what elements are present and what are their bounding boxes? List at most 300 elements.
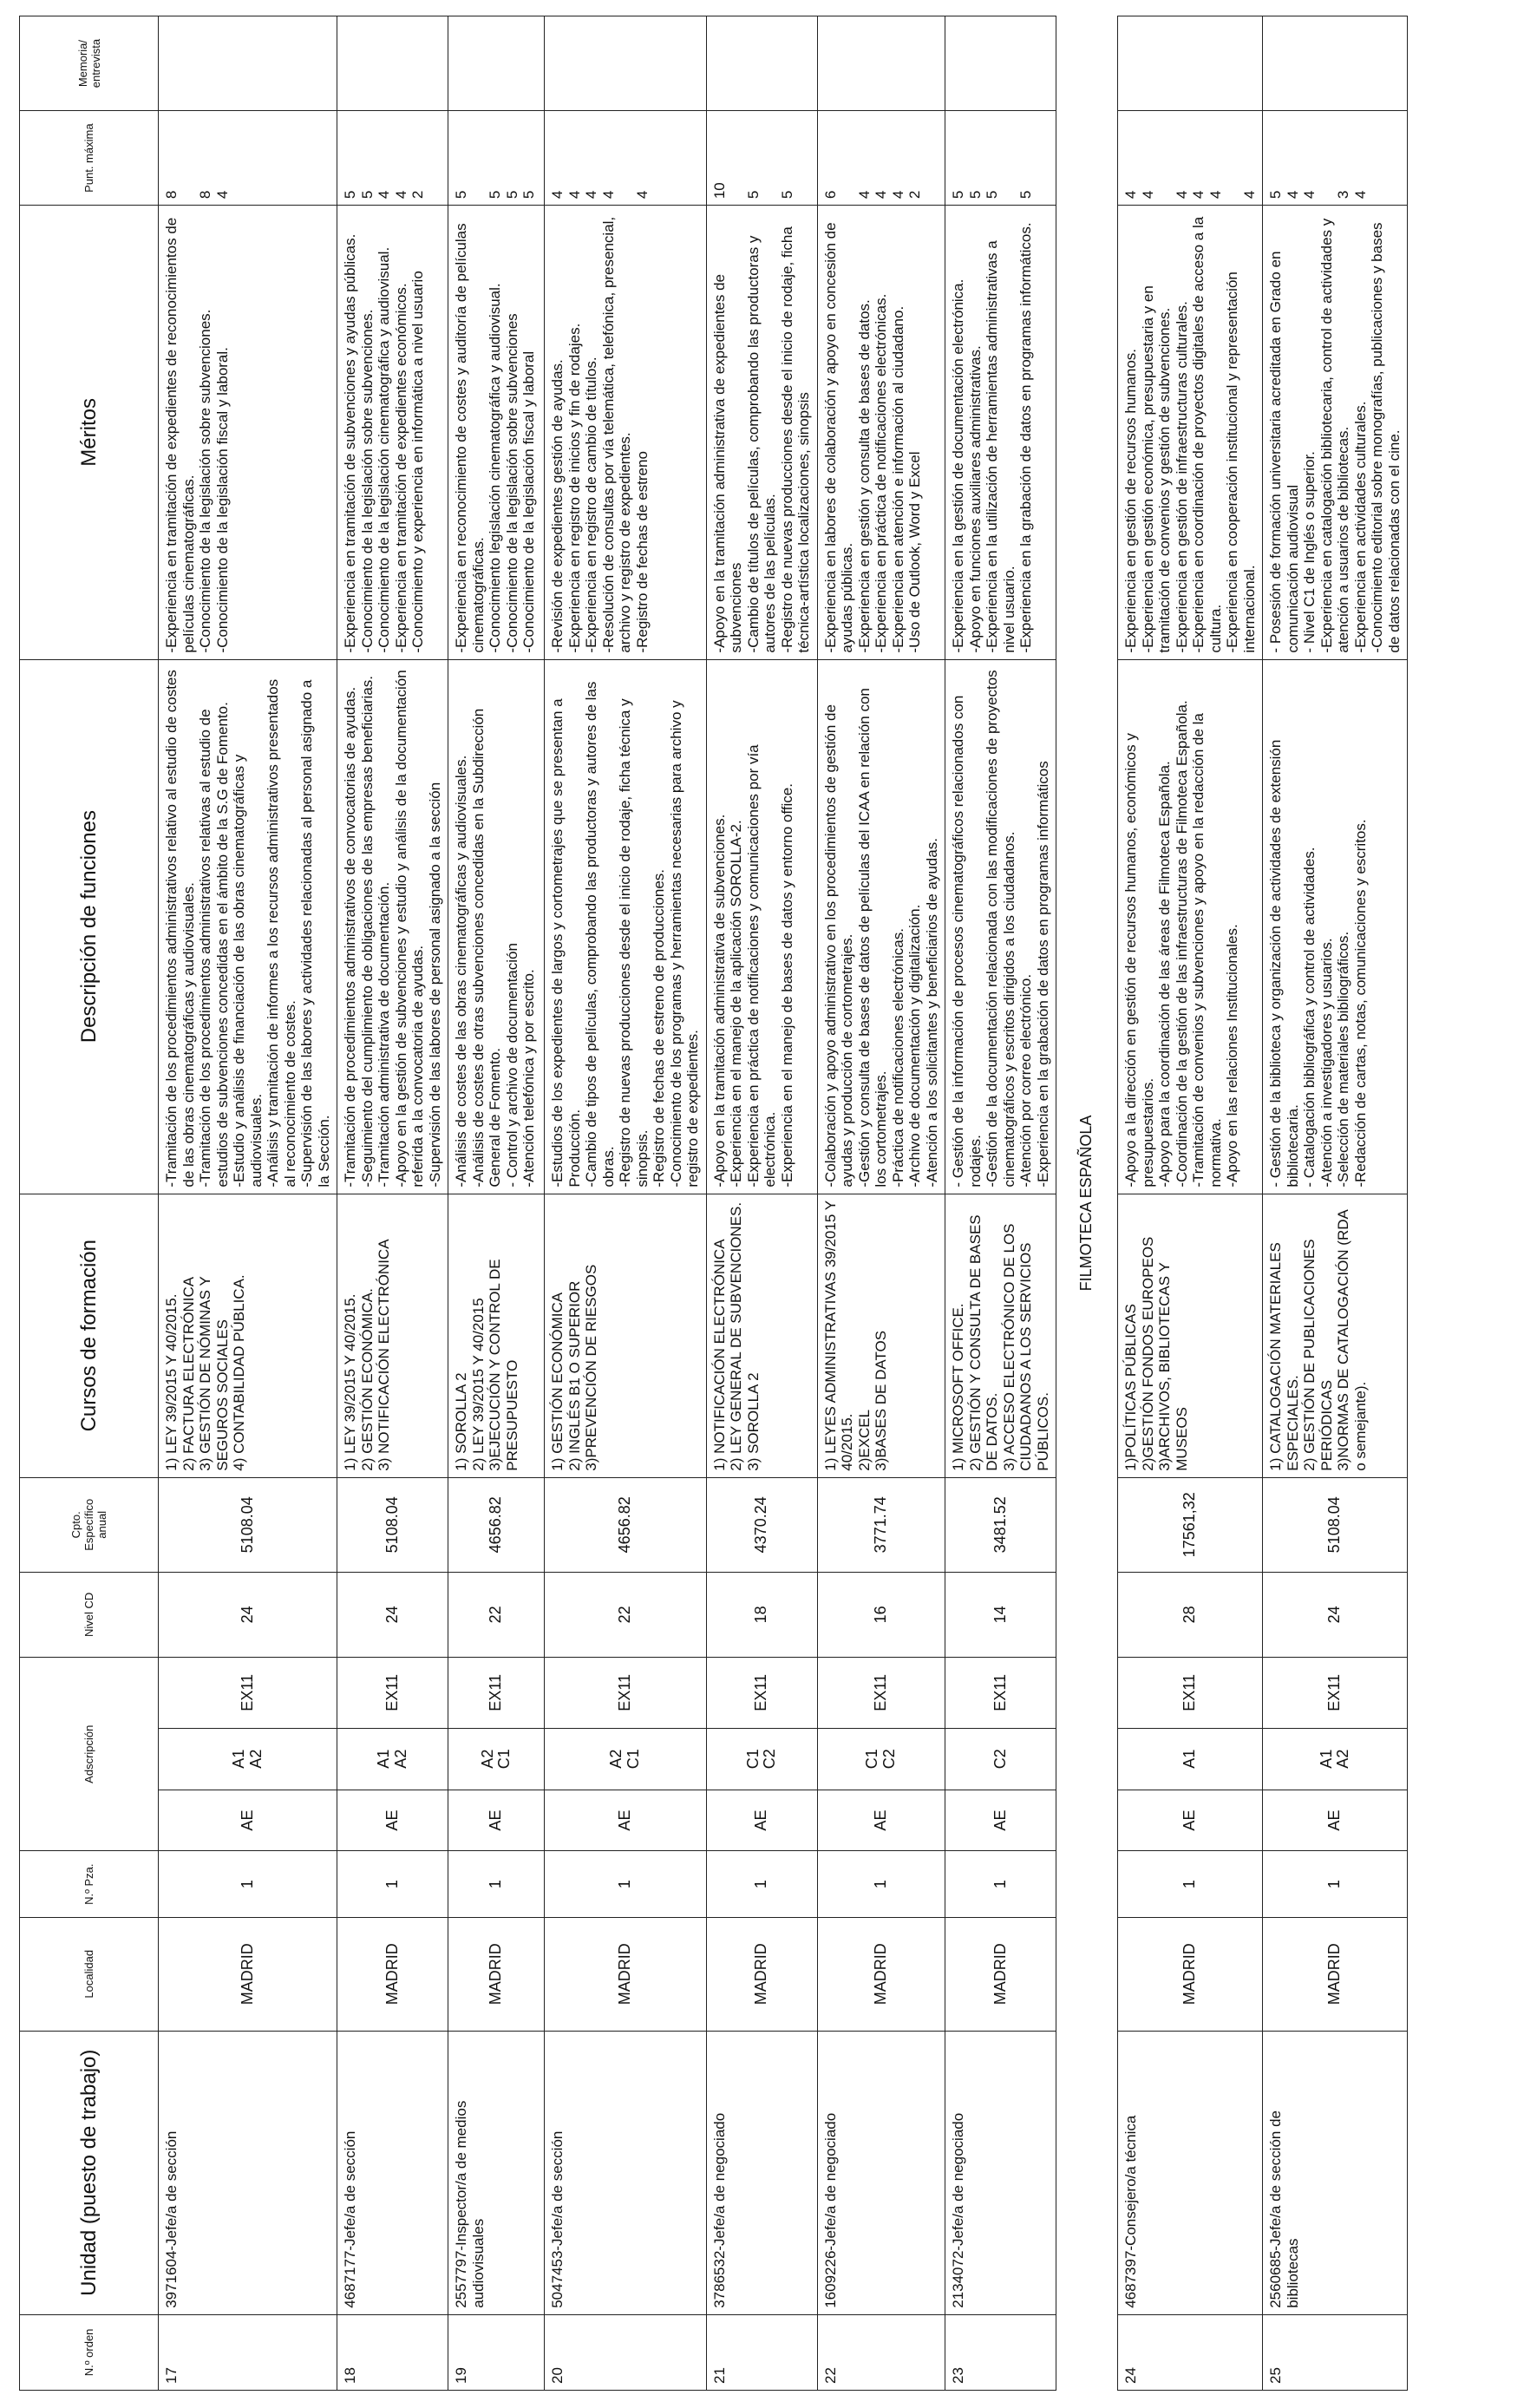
cursos-cell — [945, 1194, 1056, 1477]
puntuacion-cell — [337, 111, 448, 206]
orden-cell: 19 — [448, 2314, 545, 2390]
list-item: -Experiencia en coordinación de proyectos digitales de acceso a la cultura. — [1190, 216, 1224, 653]
list-item: 5 — [358, 190, 376, 200]
cursos-cell — [1263, 1194, 1408, 1477]
funciones-cell — [817, 659, 945, 1194]
funciones-cell — [1118, 659, 1263, 1194]
adm-cell: AE — [706, 1790, 817, 1851]
header-puntuacion: Punt. máxima — [20, 111, 159, 206]
funciones-cell — [545, 659, 707, 1194]
list-item: 4 — [1301, 190, 1318, 200]
list-item: -Apoyo en las relaciones Institucionales. — [1224, 924, 1240, 1188]
list-item: 5 — [342, 190, 358, 200]
list-item: -Registro de nuevas producciones desde el inicio de rodaje, ficha técnica-artística localizaciones, sinopsis — [778, 226, 812, 653]
list-item: 8 — [197, 190, 213, 200]
header-cursos: Cursos de formación — [20, 1194, 159, 1477]
list-item: -Experiencia en la grabación de datos en programas informáticos. — [1017, 222, 1034, 653]
unidad-cell: 3786532-Jefe/a de negociado — [706, 2031, 817, 2314]
list-item: - Gestión de la información de procesos cinematográficos relacionados con rodajes. — [950, 695, 984, 1188]
memoria-cell — [159, 16, 337, 111]
list-item: 3) NOTIFICACIÓN ELECTRÓNICA — [376, 1239, 392, 1471]
orden-cell: 23 — [945, 2314, 1056, 2390]
complemento-cell: 3481.52 — [945, 1477, 1056, 1572]
localidad-cell: MADRID — [337, 1917, 448, 2031]
memoria-cell — [545, 16, 707, 111]
list-item: 5 — [520, 190, 537, 200]
list-item: -Experiencia en el manejo de la aplicación SOROLLA-2. — [728, 820, 744, 1188]
cursos-cell — [817, 1194, 945, 1477]
list-item: 4 — [566, 190, 583, 200]
list-item — [470, 117, 487, 199]
meritos-cell — [545, 206, 707, 659]
plazas-cell: 1 — [1118, 1851, 1263, 1917]
list-item: -Experiencia en gestión y consulta de bases de datos. — [855, 299, 873, 653]
list-item: -Resolución de consultas por vía telemática, telefónica, presencial, archivo y registro de expedientes. — [599, 216, 633, 653]
list-item: 1)POLÍTICAS PÚBLICAS — [1122, 1304, 1139, 1471]
list-item: -Apoyo en funciones auxiliares administrativas. — [966, 345, 984, 653]
plazas-cell: 1 — [545, 1851, 707, 1917]
list-item: -Conocimiento de la legislación sobre subvenciones. — [358, 309, 376, 653]
complemento-cell: 4656.82 — [545, 1477, 707, 1572]
list-item: -Conocimiento editorial sobre monografías, publicaciones y bases de datos relacionadas con el cine. — [1369, 222, 1403, 653]
list-item: -Experiencia en el manejo de bases de datos y entorno office. — [778, 783, 795, 1188]
list-item: -Gestión y consulta de bases de datos de películas del ICAA en relación con los cortometrajes. — [855, 688, 889, 1188]
list-item — [617, 117, 634, 199]
list-item: - Nivel C1 de Inglés o superior. — [1301, 451, 1318, 653]
list-item: 1) GESTIÓN ECONÓMICA — [549, 1292, 566, 1471]
orden-cell: 21 — [706, 2314, 817, 2390]
grupo-cell: C2 — [945, 1728, 1056, 1790]
grupo-cell: C1 C2 — [817, 1728, 945, 1790]
unidad-cell: 2134072-Jefe/a de negociado — [945, 2031, 1056, 2314]
list-item: 4 — [1122, 190, 1139, 200]
list-item: 2) LEY 39/2015 Y 40/2015 — [469, 1298, 487, 1471]
cuerpo-cell: EX11 — [448, 1657, 545, 1728]
puntuacion-cell — [706, 111, 817, 206]
header-nivel: Nivel CD — [20, 1572, 159, 1657]
orden-cell: 24 — [1118, 2314, 1263, 2390]
unidad-cell: 5047453-Jefe/a de sección — [545, 2031, 707, 2314]
list-item: -Experiencia en registro de cambio de títulos. — [583, 357, 599, 653]
list-item: 2)EXCEL — [855, 1409, 873, 1471]
list-item: -Experiencia en actividades culturales. — [1351, 401, 1369, 653]
list-item: 5 — [778, 190, 795, 200]
header-orden: N.º orden — [20, 2314, 159, 2390]
memoria-cell — [1263, 16, 1408, 111]
list-item: -Práctica de notificaciones electrónicas. — [889, 928, 906, 1188]
cursos-cell — [706, 1194, 817, 1477]
list-item — [762, 117, 779, 199]
list-item: -Experiencia en práctica de notificaciones y comunicaciones por vía electrónica. — [744, 744, 778, 1188]
list-item: -Experiencia en gestión económica, presupuestaria y en tramitación de convenios y gestión de subvenciones. — [1139, 285, 1173, 653]
list-item: -Experiencia en la gestión de documentación electrónica. — [950, 278, 966, 653]
list-item: 5 — [950, 190, 966, 200]
list-item: 4 — [1139, 190, 1156, 200]
puntuacion-cell — [545, 111, 707, 206]
grupo-cell: C1 C2 — [706, 1728, 817, 1790]
list-item: -Coordinación de la gestión de las infraestructuras de Filmoteca Española. — [1173, 700, 1190, 1188]
complemento-cell: 17561,32 — [1118, 1477, 1263, 1572]
list-item: -Archivo de documentación y digitalización. — [906, 904, 923, 1188]
list-item: -Supervisión de las labores de personal asignado a la sección — [426, 782, 443, 1188]
nivel-cell: 22 — [448, 1572, 545, 1657]
puntuacion-cell — [448, 111, 545, 206]
memoria-cell — [448, 16, 545, 111]
localidad-cell: MADRID — [159, 1917, 337, 2031]
list-item: 5 — [503, 190, 520, 200]
list-item — [839, 117, 856, 199]
list-item: 3 — [1335, 190, 1351, 200]
grupo-cell: A2 C1 — [448, 1728, 545, 1790]
cursos-cell — [545, 1194, 707, 1477]
list-item: -Tramitación administrativa de documentación. — [376, 881, 392, 1188]
unidad-cell: 2560685-Jefe/a de sección de bibliotecas — [1263, 2031, 1408, 2314]
list-item: 5 — [1267, 190, 1284, 200]
list-item: 10 — [710, 182, 728, 200]
list-item: 3)NORMAS DE CATALOGACIÓN (RDA o semejante). — [1335, 1210, 1369, 1471]
list-item — [180, 117, 198, 199]
meritos-cell — [945, 206, 1056, 659]
list-item — [728, 117, 745, 199]
table-row — [706, 16, 817, 2391]
list-item: -Experiencia en la utilización de herramientas administrativas a nivel usuario. — [984, 240, 1017, 653]
meritos-cell — [817, 206, 945, 659]
list-item: 1) SOROLLA 2 — [453, 1372, 469, 1471]
cuerpo-cell: EX11 — [337, 1657, 448, 1728]
list-item: -Apoyo en la gestión de subvenciones y estudio y análisis de la documentación referida a la convocatoria de ayudas. — [392, 670, 426, 1188]
localidad-cell: MADRID — [545, 1917, 707, 2031]
funciones-cell — [448, 659, 545, 1194]
list-item: 2) GESTIÓN Y CONSULTA DE BASES DE DATOS. — [966, 1214, 1000, 1471]
grupo-cell: A1 — [1118, 1728, 1263, 1790]
memoria-cell — [706, 16, 817, 111]
unidad-cell: 3971604-Jefe/a de sección — [159, 2031, 337, 2314]
plazas-cell: 1 — [945, 1851, 1056, 1917]
nivel-cell: 28 — [1118, 1572, 1263, 1657]
list-item: -Experiencia en labores de colaboración y apoyo en concesión de ayudas públicas. — [821, 222, 855, 653]
adm-cell: AE — [545, 1790, 707, 1851]
plazas-cell: 1 — [706, 1851, 817, 1917]
orden-cell: 18 — [337, 2314, 448, 2390]
complemento-cell: 5108.04 — [159, 1477, 337, 1572]
memoria-cell — [337, 16, 448, 111]
list-item: -Conocimiento de la legislación sobre subvenciones — [503, 313, 520, 653]
list-item: -Conocimiento de la legislación sobre subvenciones. — [197, 309, 213, 653]
nivel-cell: 14 — [945, 1572, 1056, 1657]
cursos-cell — [337, 1194, 448, 1477]
list-item: 1) MICROSOFT OFFICE. — [950, 1303, 966, 1471]
nivel-cell: 24 — [1263, 1572, 1408, 1657]
list-item — [1156, 117, 1174, 199]
funciones-cell — [337, 659, 448, 1194]
list-item: -Uso de Outlook, Word y Excel — [906, 451, 923, 653]
funciones-cell — [1263, 659, 1408, 1194]
nivel-cell: 24 — [159, 1572, 337, 1657]
list-item: -Análisis de costes de otras subvenciones concedidas en la Subdirección General de Fomento. — [469, 708, 503, 1188]
list-item: -Experiencia en atención e información al ciudadano. — [889, 305, 906, 653]
localidad-cell: MADRID — [706, 1917, 817, 2031]
list-item: -Tramitación de los procedimientos administrativos relativas al estudio de estudios de subvenciones concedidas en el ámbito de la S.G de Fomento. — [197, 702, 231, 1188]
cursos-cell — [159, 1194, 337, 1477]
list-item: -Revisión de expedientes gestión de ayudas. — [549, 359, 566, 653]
puntuacion-cell — [1263, 111, 1408, 206]
complemento-cell: 3771.74 — [817, 1477, 945, 1572]
list-item: -Análisis y tramitación de informes a los recursos administrativos presentados al reconocimiento de costes. — [265, 678, 298, 1188]
adm-cell: AE — [1263, 1790, 1408, 1851]
list-item: -Registro de fechas de estreno — [633, 451, 651, 653]
meritos-cell — [159, 206, 337, 659]
list-item: -Experiencia en cooperación institucional y representación internacional. — [1224, 272, 1258, 653]
list-item: 2) GESTIÓN DE PUBLICACIONES PERIÓDICAS — [1301, 1239, 1335, 1471]
list-item: 4 — [213, 190, 231, 200]
orden-cell: 20 — [545, 2314, 707, 2390]
header-complemento: Cpto. Específico anual — [20, 1477, 159, 1572]
plazas-cell: 1 — [159, 1851, 337, 1917]
localidad-cell: MADRID — [448, 1917, 545, 2031]
list-item: -Experiencia en gestión de recursos humanos. — [1122, 348, 1139, 653]
table-body-icaa — [159, 16, 1056, 2391]
adm-cell: AE — [1118, 1790, 1263, 1851]
list-item: 4 — [376, 190, 392, 200]
cuerpo-cell: EX11 — [817, 1657, 945, 1728]
list-item: - Catalogación bibliográfica y control de actividades. — [1301, 847, 1318, 1188]
nivel-cell: 18 — [706, 1572, 817, 1657]
section-row-group — [1056, 16, 1118, 2391]
cursos-cell — [448, 1194, 545, 1477]
unidad-cell: 4687397-Consejero/a técnica — [1118, 2031, 1263, 2314]
list-item: 3) GESTIÓN DE NÓMINAS Y SEGUROS SOCIALES — [197, 1276, 231, 1471]
meritos-cell — [1118, 206, 1263, 659]
cuerpo-cell: EX11 — [159, 1657, 337, 1728]
list-item: 2) FACTURA ELECTRÓNICA — [180, 1276, 197, 1471]
adm-cell: AE — [817, 1790, 945, 1851]
list-item: 4 — [392, 190, 409, 200]
list-item: 3) SOROLLA 2 — [744, 1372, 762, 1471]
list-item: 4) CONTABILIDAD PÚBLICA. — [231, 1274, 247, 1471]
list-item: 1) LEYES ADMINISTRATIVAS 39/2015 Y 40/2015. — [821, 1201, 855, 1471]
list-item: -Experiencia en registro de inicios y fin de rodajes. — [566, 323, 583, 653]
funciones-cell — [159, 659, 337, 1194]
list-item: 4 — [599, 190, 617, 200]
puntuacion-cell — [945, 111, 1056, 206]
list-item: 3) ACCESO ELECTRÓNICO DE LOS CIUDADANOS A LOS SERVICIOS PÚBLICOS. — [1000, 1223, 1051, 1471]
list-item: 4 — [633, 190, 651, 200]
grupo-cell: A1 A2 — [159, 1728, 337, 1790]
memoria-cell — [817, 16, 945, 111]
header-row — [20, 16, 159, 2391]
section-label: FILMOTECA ESPAÑOLA — [1056, 16, 1118, 2391]
list-item: 2) INGLÉS B1 O SUPERIOR — [566, 1280, 583, 1471]
puntuacion-cell — [817, 111, 945, 206]
list-item: -Registro de nuevas producciones desde el inicio de rodaje, ficha técnica y sinopsis. — [617, 698, 651, 1188]
list-item: 4 — [1207, 190, 1224, 200]
list-item: - Posesión de formación universitaria acreditada en Grado en comunicación audiovisual — [1267, 251, 1301, 653]
list-item: 5 — [453, 190, 469, 200]
list-item: -Conocimiento de los programas y herramientas necesarias para archivo y registro de expedientes. — [667, 700, 701, 1188]
list-item: 5 — [744, 190, 762, 200]
grupo-cell: A1 A2 — [1263, 1728, 1408, 1790]
list-item: 2 — [906, 190, 923, 200]
memoria-cell — [945, 16, 1056, 111]
list-item: -Experiencia en tramitación de expedientes económicos. — [392, 283, 409, 653]
table-row — [337, 16, 448, 2391]
list-item: -Experiencia en la grabación de datos en programas informáticos — [1034, 761, 1051, 1188]
list-item — [1318, 117, 1336, 199]
cuerpo-cell: EX11 — [945, 1657, 1056, 1728]
meritos-cell — [1263, 206, 1408, 659]
list-item: -Análisis de costes de las obras cinematográficas y audiovisuales. — [453, 755, 469, 1188]
list-item — [1224, 117, 1241, 199]
puntuacion-cell — [1118, 111, 1263, 206]
complemento-cell: 4370.24 — [706, 1477, 817, 1572]
nivel-cell: 24 — [337, 1572, 448, 1657]
nivel-cell: 22 — [545, 1572, 707, 1657]
list-item: -Registro de fechas de estreno de producciones. — [651, 868, 667, 1188]
list-item: 4 — [583, 190, 599, 200]
table-body-filmoteca — [1118, 16, 1408, 2391]
list-item: 1) LEY 39/2015 Y 40/2015. — [342, 1293, 358, 1471]
memoria-cell — [1118, 16, 1263, 111]
unidad-cell: 2557797-Inspector/a de medios audiovisuales — [448, 2031, 545, 2314]
orden-cell: 17 — [159, 2314, 337, 2390]
list-item: 1) NOTIFICACIÓN ELECTRÓNICA — [710, 1239, 728, 1471]
list-item: -Seguimiento del cumplimiento de obligaciones de las empresas beneficiarias. — [358, 675, 376, 1188]
table-row — [1118, 16, 1263, 2391]
puntuacion-cell — [159, 111, 337, 206]
table-row — [545, 16, 707, 2391]
list-item: -Tramitación de los procedimientos administrativos relativo al estudio de costes de las obras cinematográficas y audiovisuales. — [163, 670, 197, 1188]
funciones-cell — [945, 659, 1056, 1194]
list-item: 5 — [487, 190, 503, 200]
list-item: -Redacción de cartas, notas, comunicaciones y escritos. — [1351, 819, 1369, 1188]
adm-cell: AE — [448, 1790, 545, 1851]
cuerpo-cell: EX11 — [1118, 1657, 1263, 1728]
list-item: -Tramitación de convenios y subvenciones y apoyo en la redacción de la normativa. — [1190, 713, 1224, 1188]
header-adscripcion: Adscripción — [20, 1657, 159, 1851]
list-item: 3)PREVENCIÓN DE RIESGOS — [583, 1264, 599, 1471]
list-item: 3)EJECUCIÓN Y CONTROL DE PRESUPUESTO — [487, 1259, 520, 1471]
list-item: 5 — [1017, 190, 1034, 200]
table-row — [1263, 16, 1408, 2391]
table-row — [817, 16, 945, 2391]
nivel-cell: 16 — [817, 1572, 945, 1657]
meritos-cell — [706, 206, 817, 659]
localidad-cell: MADRID — [1118, 1917, 1263, 2031]
list-item: 2) GESTIÓN ECONÓMICA. — [358, 1288, 376, 1471]
list-item: -Estudios de los expedientes de largos y cortometrajes que se presentan a Producción. — [549, 698, 583, 1188]
list-item: -Conocimiento de la legislación cinematográfica y audiovisual. — [376, 246, 392, 653]
list-item: 4 — [1240, 190, 1258, 200]
list-item: -Selección de materiales bibliográficos. — [1335, 931, 1351, 1188]
localidad-cell: MADRID — [945, 1917, 1056, 2031]
list-item: -Experiencia en gestión de infraestructuras culturales. — [1173, 301, 1190, 653]
list-item: -Experiencia en tramitación de subvenciones y ayudas públicas. — [342, 233, 358, 653]
adm-cell: AE — [337, 1790, 448, 1851]
complemento-cell: 5108.04 — [337, 1477, 448, 1572]
list-item: 1) CATALOGACIÓN MATERIALES ESPECIALES. — [1267, 1242, 1301, 1471]
list-item: -Apoyo a la dirección en gestión de recursos humanos, económicos y presupuestarios. — [1122, 733, 1156, 1188]
positions-table — [19, 16, 1408, 2391]
orden-cell: 25 — [1263, 2314, 1408, 2390]
list-item: 5 — [984, 190, 1000, 200]
list-item: -Cambio de tipos de películas, comprobando las productoras y autores de las obras. — [583, 681, 617, 1188]
grupo-cell: A1 A2 — [337, 1728, 448, 1790]
list-item: 2)GESTIÓN FONDOS EUROPEOS — [1139, 1236, 1156, 1471]
list-item: -Conocimiento y experiencia en informática a nivel usuario — [409, 271, 426, 653]
list-item: 4 — [855, 190, 873, 200]
list-item: -Conocimiento de la legislación fiscal y laboral. — [213, 347, 231, 653]
list-item: 4 — [889, 190, 906, 200]
complemento-cell: 5108.04 — [1263, 1477, 1408, 1572]
list-item: -Experiencia en tramitación de expedientes de reconocimientos de películas cinematográficas. — [163, 217, 197, 653]
list-item: -Colaboración y apoyo administrativo en los procedimientos de gestión de ayudas y producción de cortometrajes. — [821, 704, 855, 1188]
list-item: 4 — [1190, 190, 1207, 200]
list-item — [1001, 117, 1018, 199]
list-item: -Tramitación de procedimientos administrativos de convocatorias de ayudas. — [342, 686, 358, 1188]
list-item: 8 — [163, 190, 180, 200]
plazas-cell: 1 — [448, 1851, 545, 1917]
list-item: 3)ARCHIVOS, BIBLIOTECAS Y MUSEOS — [1156, 1262, 1190, 1471]
list-item: 5 — [966, 190, 984, 200]
list-item: -Atención a investigadores y usuarios. — [1318, 938, 1335, 1188]
funciones-cell — [706, 659, 817, 1194]
list-item: 4 — [1173, 190, 1190, 200]
cuerpo-cell: EX11 — [706, 1657, 817, 1728]
list-item: -Cambio de títulos de películas, comprobando las productoras y autores de las películas. — [744, 235, 778, 653]
list-item: -Conocimiento legislación cinematográfica y audiovisual. — [487, 283, 503, 653]
list-item: -Conocimiento de la legislación fiscal y laboral — [520, 350, 537, 653]
list-item: 2) LEY GENERAL DE SUBVENCIONES. — [728, 1201, 744, 1471]
list-item: -Gestión de la documentación relacionada con las modificaciones de proyectos cinematográficos y escritos dirigidos a los ciudadanos. — [984, 670, 1017, 1188]
localidad-cell: MADRID — [1263, 1917, 1408, 2031]
cuerpo-cell: EX11 — [1263, 1657, 1408, 1728]
complemento-cell: 4656.82 — [448, 1477, 545, 1572]
list-item: -Apoyo para la coordinación de las áreas de Filmoteca Española. — [1156, 761, 1173, 1188]
list-item: -Experiencia en catalogación bibliotecaria, control de actividades y atención a usuarios de bibliotecas. — [1318, 218, 1351, 653]
unidad-cell: 1609226-Jefe/a de negociado — [817, 2031, 945, 2314]
list-item: 4 — [1284, 190, 1301, 200]
header-unidad: Unidad (puesto de trabajo) — [20, 2031, 159, 2314]
adm-cell: AE — [159, 1790, 337, 1851]
list-item: 2 — [409, 190, 426, 200]
list-item: -Atención por correo electrónico. — [1017, 973, 1034, 1188]
plazas-cell: 1 — [817, 1851, 945, 1917]
list-item: - Gestión de la biblioteca y organización de actividades de extensión bibliotecaria. — [1267, 739, 1301, 1188]
table-row — [448, 16, 545, 2391]
list-item: -Experiencia en práctica de notificaciones electrónicas. — [873, 293, 889, 653]
list-item: 4 — [549, 190, 566, 200]
list-item: - Control y archivo de documentación — [503, 943, 520, 1188]
table-row — [159, 16, 337, 2391]
adm-cell: AE — [945, 1790, 1056, 1851]
list-item: -Apoyo en la tramitación administrativa de subvenciones. — [710, 814, 728, 1188]
list-item: -Atención a los solicitantes y beneficiarios de ayudas. — [923, 838, 940, 1188]
header-meritos: Méritos — [20, 206, 159, 659]
header-localidad: Localidad — [20, 1917, 159, 2031]
list-item: 1) LEY 39/2015 Y 40/2015. — [163, 1293, 180, 1471]
header-memoria: Memoria/ entrevista — [20, 16, 159, 111]
list-item: -Supervisión de las labores y actividades relacionadas al personal asignado a la Sección. — [298, 679, 332, 1188]
plazas-cell: 1 — [1263, 1851, 1408, 1917]
list-item: -Atención telefónica y por escrito. — [520, 969, 537, 1188]
list-item: 4 — [1351, 190, 1369, 200]
meritos-cell — [337, 206, 448, 659]
orden-cell: 22 — [817, 2314, 945, 2390]
header-funciones: Descripción de funciones — [20, 659, 159, 1194]
grupo-cell: A2 C1 — [545, 1728, 707, 1790]
cursos-cell — [1118, 1194, 1263, 1477]
list-item: -Estudio y análisis de financiación de las obras cinematográficas y audiovisuales. — [231, 754, 265, 1188]
